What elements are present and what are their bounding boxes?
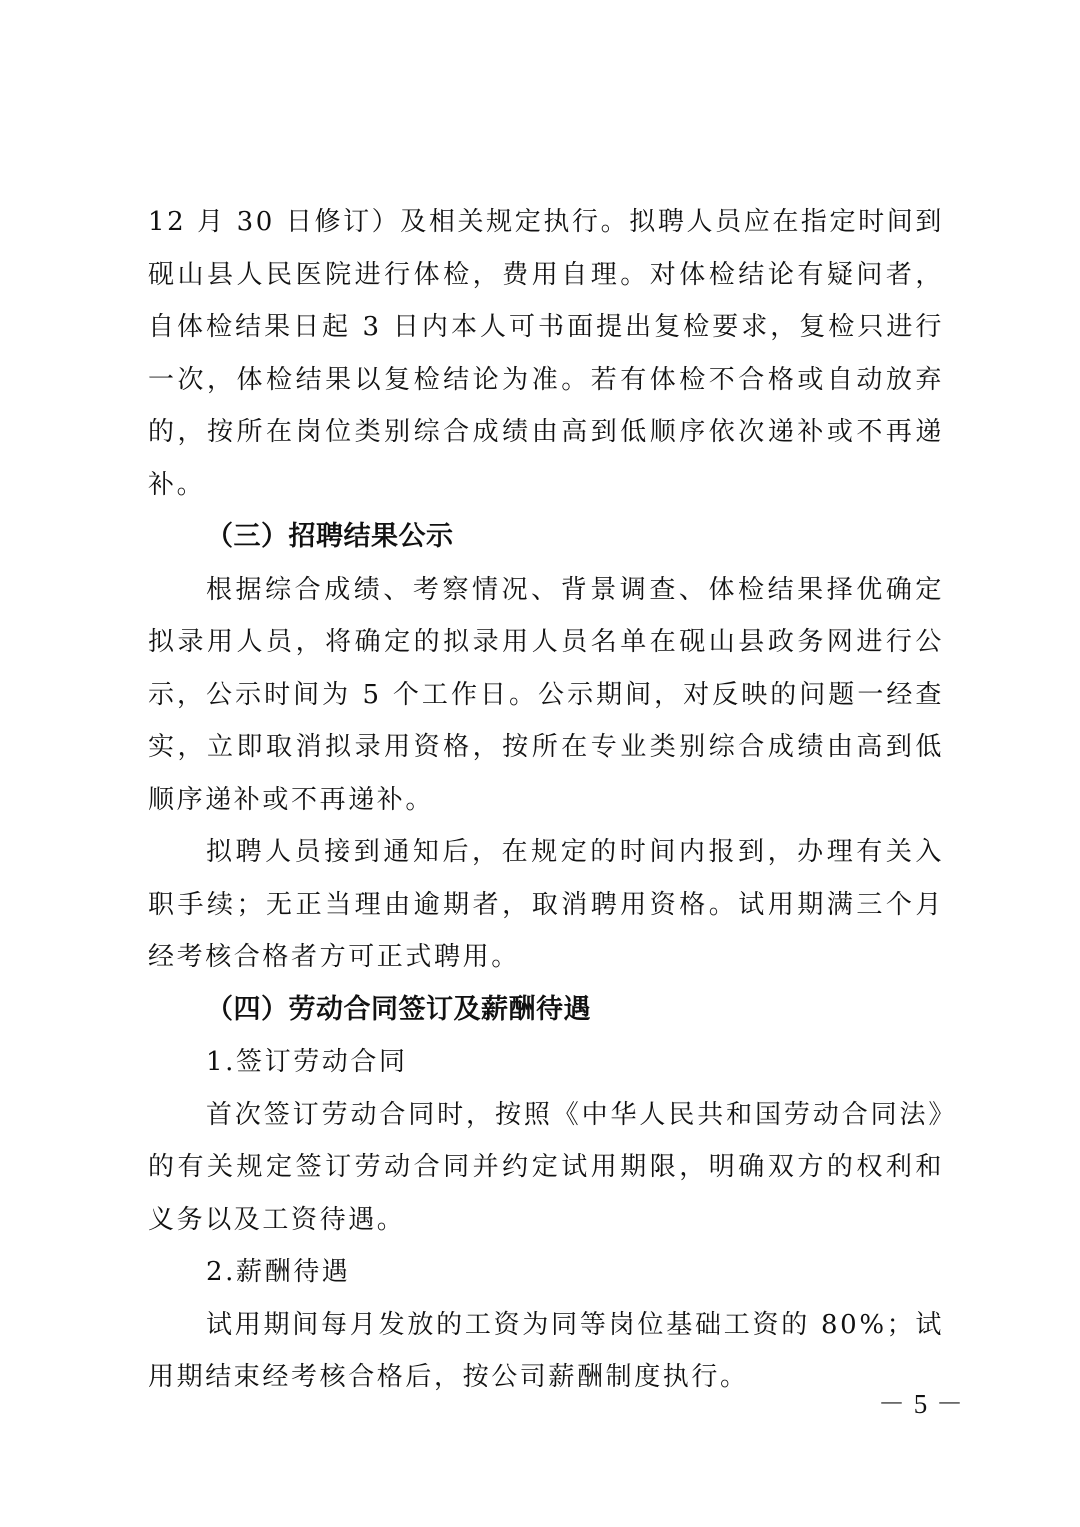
section-heading-contract-salary: （四）劳动合同签订及薪酬待遇 bbox=[206, 993, 591, 1025]
paragraph-contract-terms: 首次签订劳动合同时，按照《中华人民共和国劳动合同法》的有关规定签订劳动合同并约定试用期限，明确双方的权利和义务以及工资待遇。 bbox=[148, 1099, 944, 1235]
paragraph-onboarding: 拟聘人员接到通知后，在规定的时间内报到，办理有关入职手续；无正当理由逾期者，取消聘用资格。试用期满三个月经考核合格者方可正式聘用。 bbox=[148, 837, 944, 972]
page-number: － 5 － bbox=[878, 1389, 964, 1419]
section-heading-recruitment-results: （三）招聘结果公示 bbox=[206, 521, 454, 552]
subheading-salary: 2.薪酬待遇 bbox=[206, 1257, 351, 1287]
paragraph-public-notice: 根据综合成绩、考察情况、背景调查、体检结果择优确定拟录用人员，将确定的拟录用人员名单在砚山县政务网进行公示，公示时间为 5 个工作日。公示期间，对反映的问题一经查实，立即取消拟录用资格，按所在专业类别综合成绩由高到低顺序递补或不再递补。 bbox=[148, 574, 944, 815]
subheading-sign-contract: 1.签订劳动合同 bbox=[206, 1047, 408, 1077]
paragraph-salary-terms: 试用期间每月发放的工资为同等岗位基础工资的 80%；试用期结束经考核合格后，按公司薪酬制度执行。 bbox=[148, 1309, 944, 1392]
document-body bbox=[148, 196, 944, 1404]
paragraph-medical-exam: 12 月 30 日修订）及相关规定执行。拟聘人员应在指定时间到砚山县人民医院进行体检，费用自理。对体检结论有疑问者，自体检结果日起 3 日内本人可书面提出复检要求，复检只进行一次，体检结果以复检结论为准。若有体检不合格或自动放弃的，按所在岗位类别综合成绩由高到低顺序依次递补或不再递补。 bbox=[148, 207, 944, 500]
